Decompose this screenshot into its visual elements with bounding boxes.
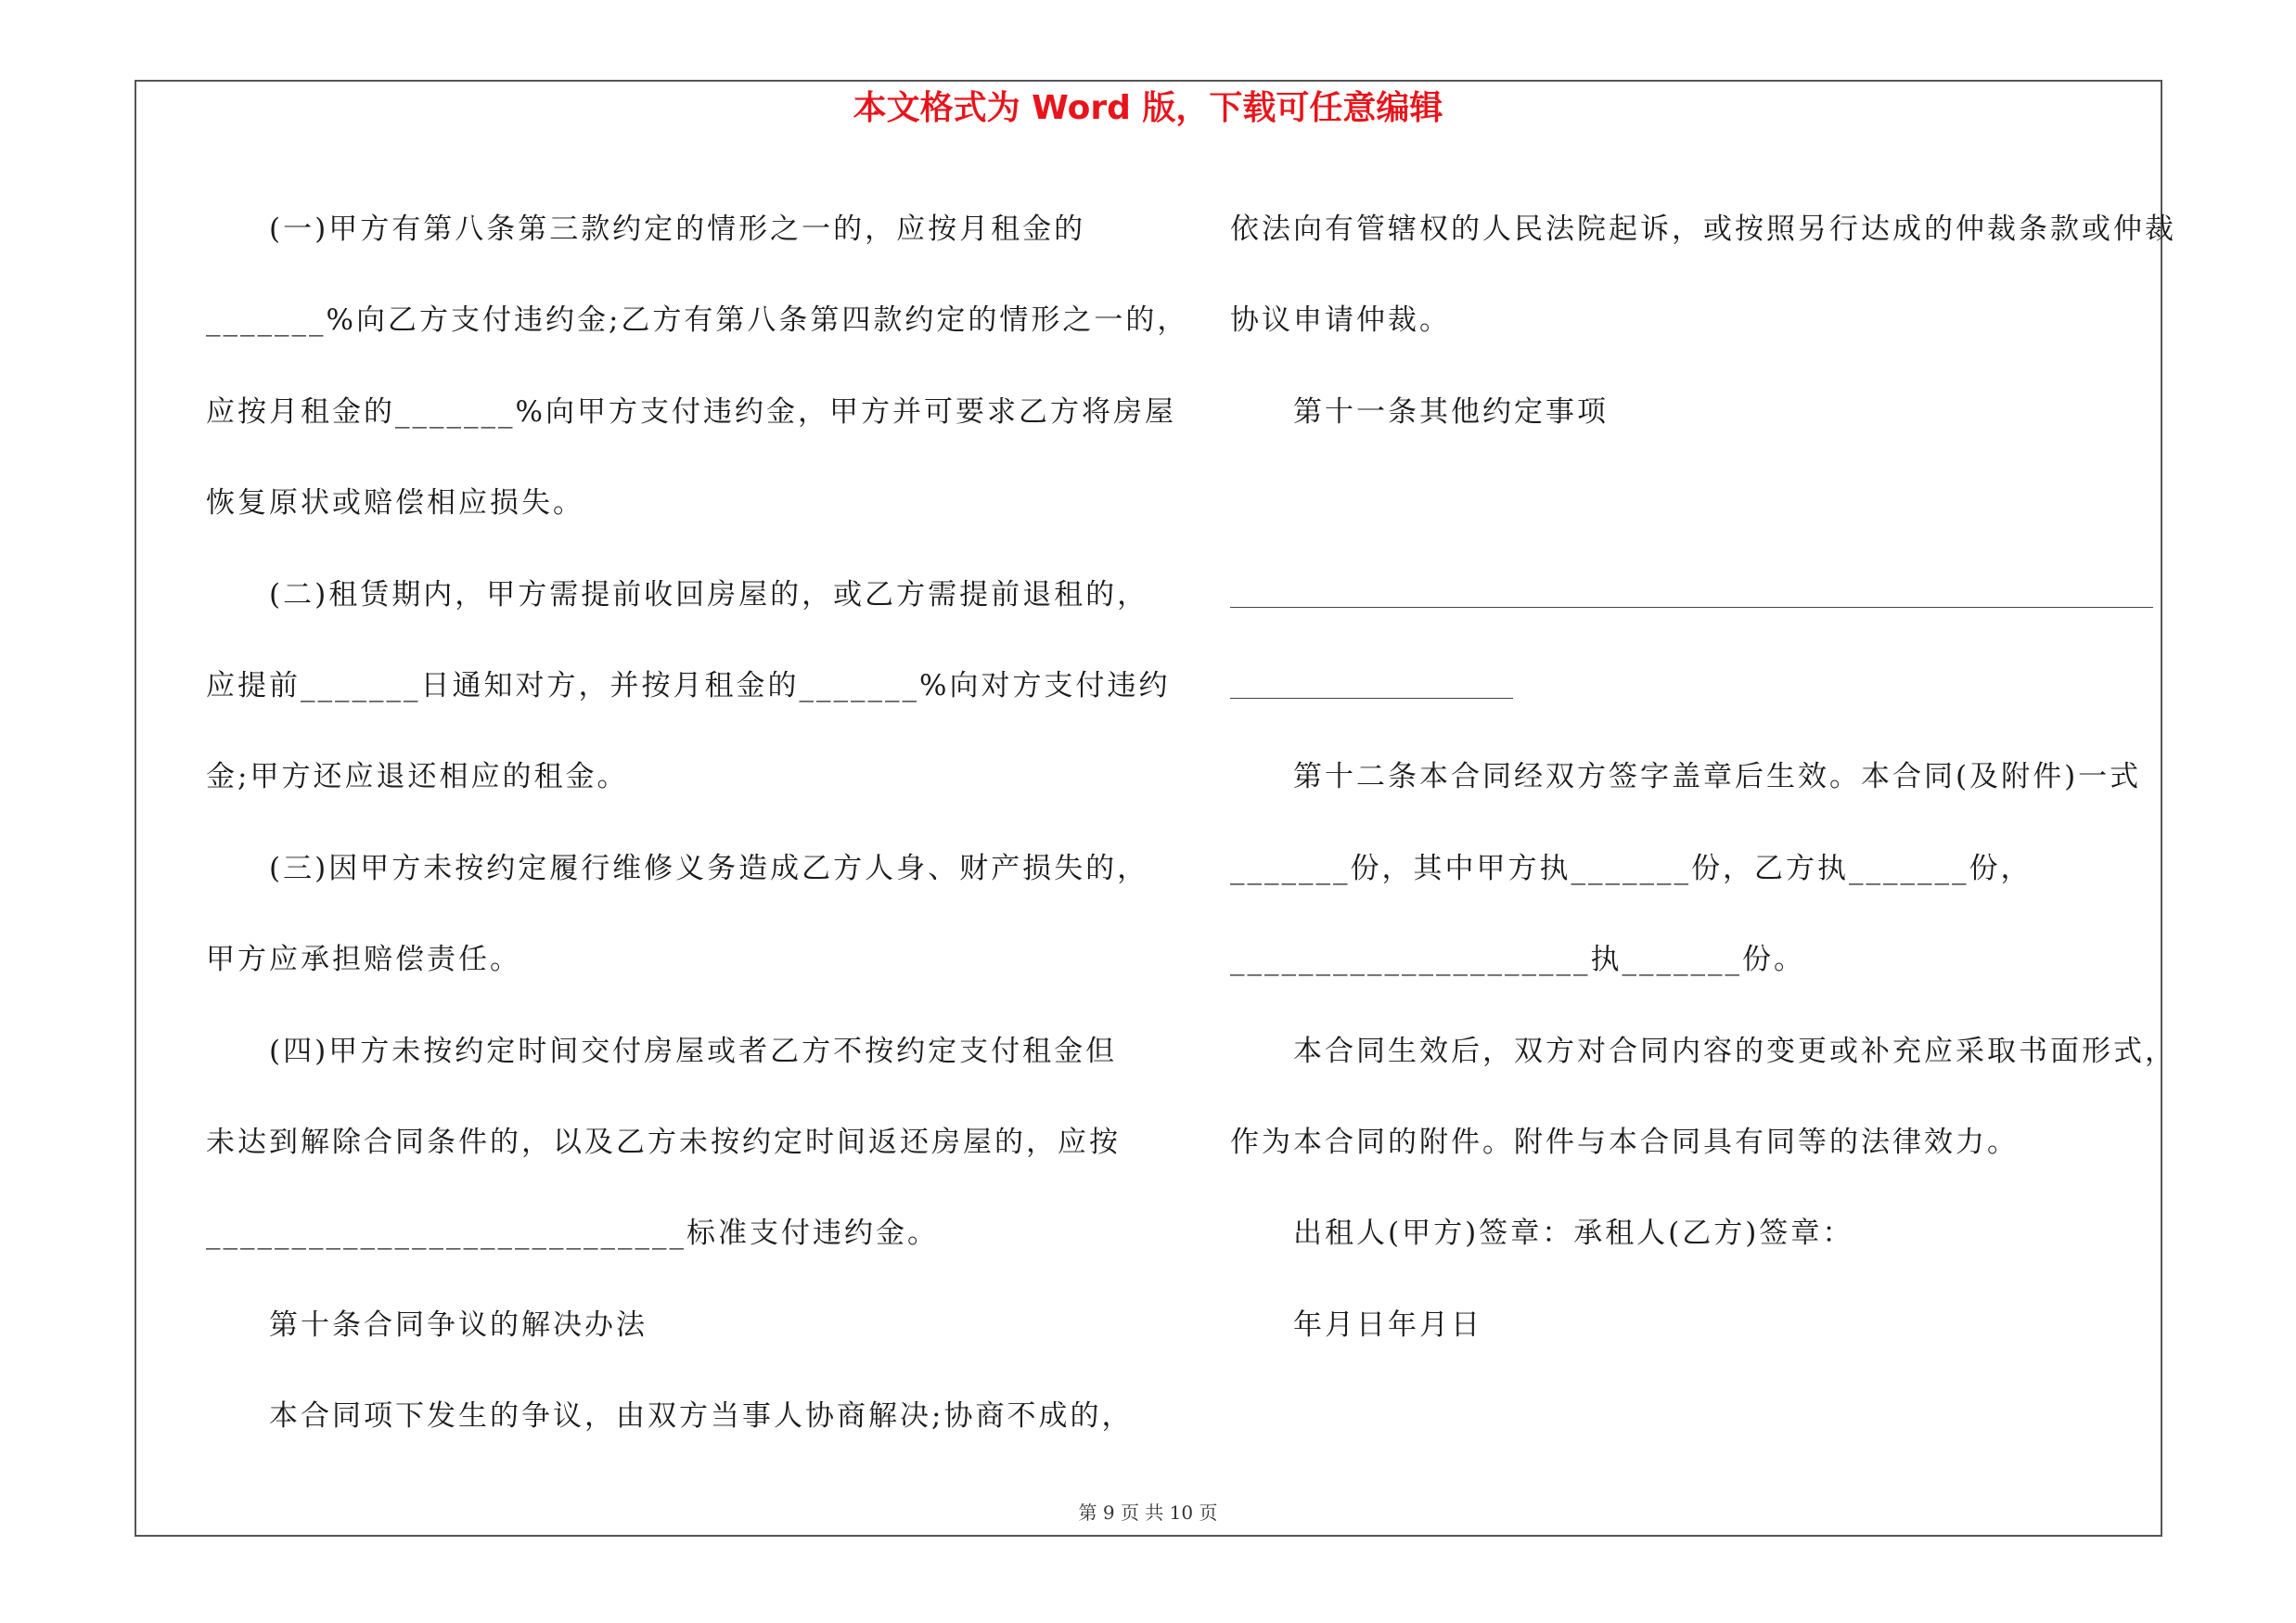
right-text-line: 作为本合同的附件。附件与本合同具有同等的法律效力。	[1230, 1125, 2019, 1159]
right-column	[1230, 184, 2176, 1371]
left-column	[206, 184, 1226, 1462]
page-footer: 第 9 页 共 10 页	[1078, 1501, 1218, 1524]
left-text-line: _______%向乙方支付违约金;乙方有第八条第四款约定的情形之一的，	[206, 303, 1189, 338]
right-text-line	[1230, 457, 2176, 548]
right-text-line: _____________________执_______份。	[1230, 943, 1805, 977]
left-text-line: (四)甲方未按约定时间交付房屋或者乙方不按约定支付租金但	[269, 1034, 1118, 1068]
left-text-line: ____________________________标准支付违约金。	[206, 1217, 939, 1251]
right-text-line: 第十二条本合同经双方签字盖章后生效。本合同(及附件)一式	[1293, 760, 2142, 794]
left-text-line: 恢复原状或赔偿相应损失。	[206, 486, 584, 521]
right-blank-rule-long	[1230, 549, 2176, 640]
left-text-line: (三)因甲方未按约定履行维修义务造成乙方人身、财产损失的，	[269, 851, 1149, 885]
right-text-line: _______份，其中甲方执_______份，乙方执_______份，	[1230, 851, 2033, 885]
left-text-line: 应按月租金的_______%向甲方支付违约金，甲方并可要求乙方将房屋	[206, 394, 1176, 429]
left-text-line: 应提前_______日通知对方，并按月租金的_______%向对方支付违约	[206, 668, 1171, 702]
word-format-banner: 本文格式为 Word 版，下载可任意编辑	[853, 89, 1443, 127]
left-text-line: 未达到解除合同条件的，以及乙方未按约定时间返还房屋的，应按	[206, 1125, 1121, 1159]
right-blank-rule-short	[1230, 640, 2176, 731]
right-text-line: 协议申请仲裁。	[1230, 303, 1451, 338]
left-text-line: 金;甲方还应退还相应的租金。	[206, 760, 629, 794]
right-text-line: 年月日年月日	[1293, 1307, 1482, 1342]
left-text-line: 甲方应承担赔偿责任。	[206, 943, 521, 977]
left-text-line: (一)甲方有第八条第三款约定的情形之一的，应按月租金的	[269, 213, 1086, 246]
right-text-line: 出租人(甲方)签章：承租人(乙方)签章：	[1293, 1217, 1854, 1251]
right-text-line: 本合同生效后，双方对合同内容的变更或补充应采取书面形式，	[1293, 1034, 2176, 1068]
right-text-line: 第十一条其他约定事项	[1293, 394, 1609, 429]
right-text-line: 依法向有管辖权的人民法院起诉，或按照另行达成的仲裁条款或仲裁	[1230, 213, 2176, 246]
left-text-line: 本合同项下发生的争议，由双方当事人协商解决;协商不成的，	[269, 1399, 1134, 1434]
left-text-line: (二)租赁期内，甲方需提前收回房屋的，或乙方需提前退租的，	[269, 577, 1149, 612]
left-text-line: 第十条合同争议的解决办法	[269, 1307, 648, 1342]
